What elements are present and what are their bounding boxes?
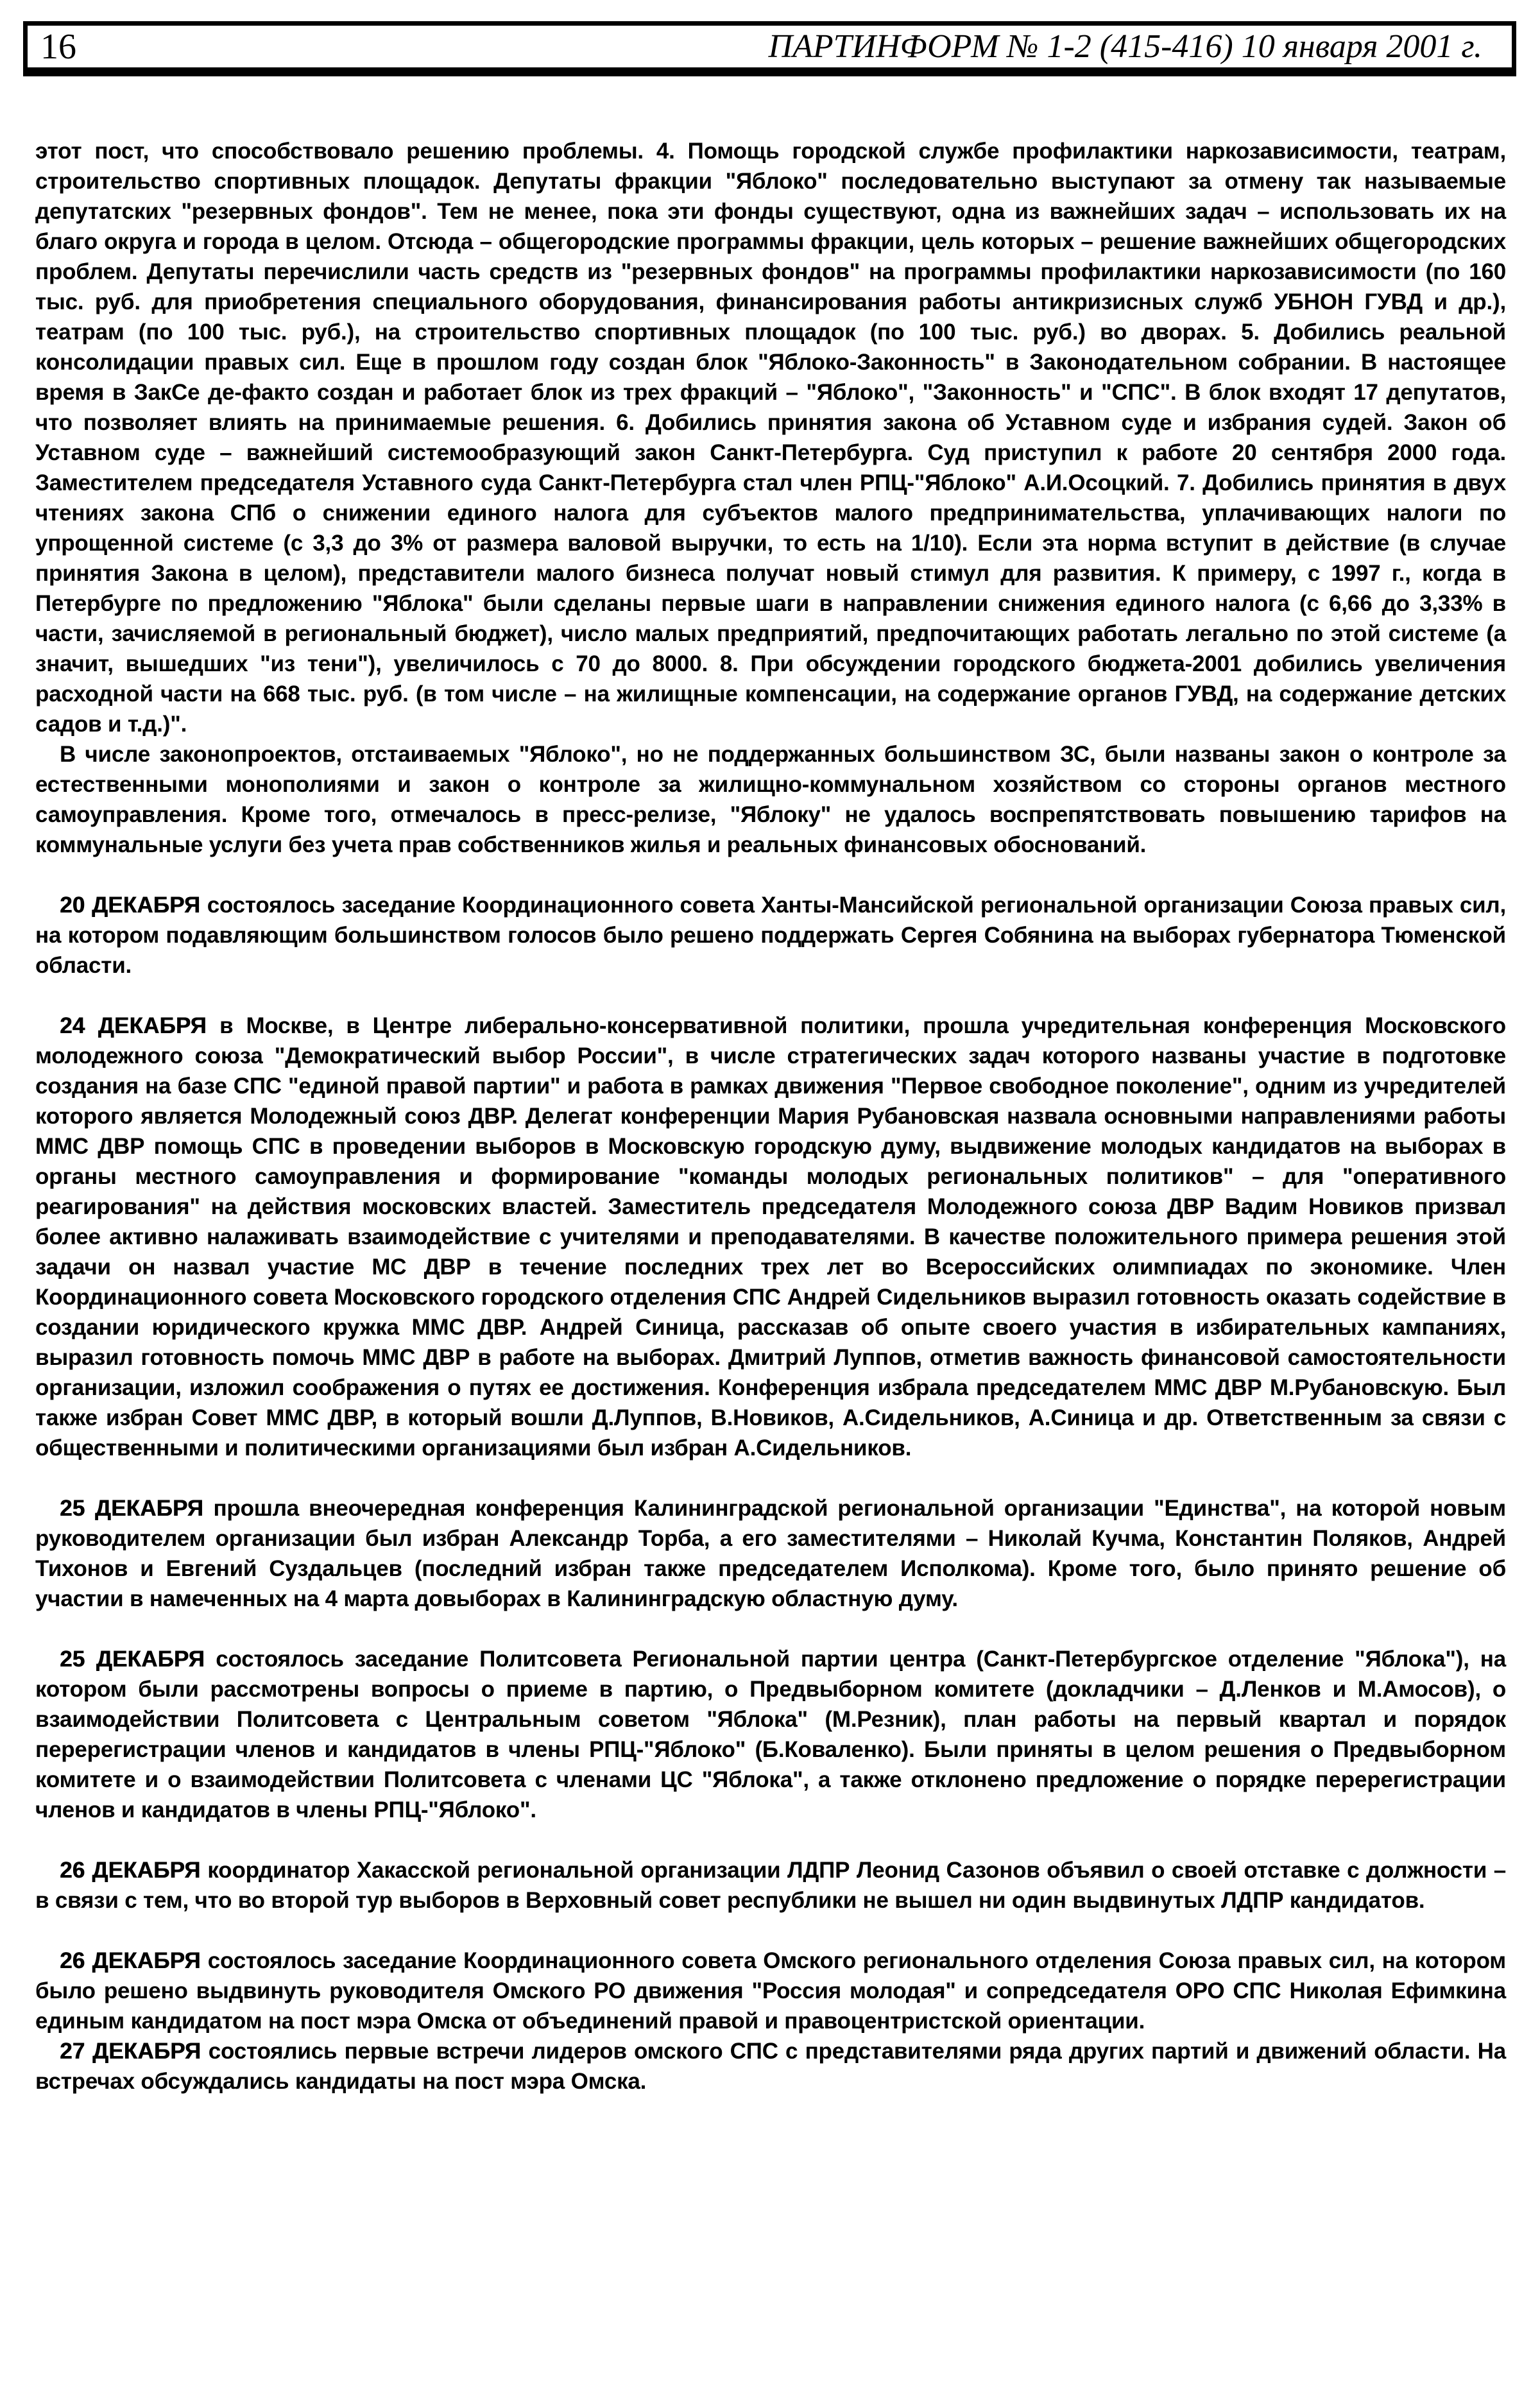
paragraph: 27 ДЕКАБРЯ состоялись первые встречи лидеров омского СПС с представителями ряда других партий и движений области. На встречах обсуждались кандидаты на пост мэра Омска.	[35, 2039, 1506, 2094]
paragraph: В числе законопроектов, отстаиваемых "Яблоко", но не поддержанных большинством ЗС, были названы закон о контроле за естественными монополиями и закон о контроле за жилищно-коммунальном хозяйством со стороны органов местного самоуправления. Кроме того, отмечалось в пресс-релизе, "Яблоку" не удалось воспрепятствовать повышению тарифов на коммунальные услуги без учета прав собственников жилья и реальных финансовых обоснований.	[35, 742, 1506, 857]
page-number: 16	[40, 26, 76, 67]
issue-title: ПАРТИНФОРМ № 1-2 (415-416) 10 января 2001 г.	[768, 28, 1482, 65]
date-label: 26 ДЕКАБРЯ	[60, 1948, 208, 1973]
date-label: 25 ДЕКАБРЯ	[60, 1647, 216, 1672]
paragraph: 24 ДЕКАБРЯ в Москве, в Центре либерально-консервативной политики, прошла учредительная конференция Московского молодежного союза "Демократический выбор России", в числе стратегических задач которого названы участие в подготовке создания на базе СПС "единой правой партии" и работа в рамках движения "Первое свободное поколение", одним из учредителей которого является Молодежный союз ДВР. Делегат конференции Мария Рубановская назвала основными направлениями работы ММС ДВР помощь СПС в проведении выборов в Московскую городскую думу, выдвижение молодых кандидатов на выборах в органы местного самоуправления и формирование "команды молодых региональных политиков" – для "оперативного реагирования" на действия московских властей. Заместитель председателя Молодежного союза ДВР Вадим Новиков призвал более активно налаживать взаимодействие с учителями и преподавателями. В качестве положительного примера решения этой задачи он назвал участие МС ДВР в течение последних трех лет во Всероссийских олимпиадах по экономике. Член Координационного совета Московского городского отделения СПС Андрей Сидельников выразил готовность оказать содействие в создании юридического кружка ММС ДВР. Андрей Синица, рассказав об опыте своего участия в избирательных кампаниях, выразил готовность помочь ММС ДВР в работе на выборах. Дмитрий Луппов, отметив важность финансовой самостоятельности организации, изложил соображения о путях ее достижения. Конференция избрала председателем ММС ДВР М.Рубановскую. Был также избран Совет ММС ДВР, в который вошли Д.Луппов, В.Новиков, А.Сидельников, А.Синица и др. Ответственным за связи с общественными и политическими организациями был избран А.Сидельников.	[35, 1013, 1506, 1461]
paragraph: этот пост, что способствовало решению проблемы. 4. Помощь городской службе профилактики наркозависимости, театрам, строительство спортивных площадок. Депутаты фракции "Яблоко" последовательно выступают за отмену так называемые депутатских "резервных фондов". Тем не менее, пока эти фонды существуют, одна из важнейших задач – использовать их на благо округа и города в целом. Отсюда – общегородские программы фракции, цель которых – решение важнейших общегородских проблем. Депутаты перечислили часть средств из "резервных фондов" на программы профилактики наркозависимости (по 160 тыс. руб. для приобретения специального оборудования, финансирования работы антикризисных служб УБНОН ГУВД и др.), театрам (по 100 тыс. руб.), на строительство спортивных площадок (по 100 тыс. руб.) во дворах. 5. Добились реальной консолидации правых сил. Еще в прошлом году создан блок "Яблоко-Законность" в Законодательном собрании. В настоящее время в ЗакСе де-факто создан и работает блок из трех фракций – "Яблоко", "Законность" и "СПС". В блок входят 17 депутатов, что позволяет влиять на принимаемые решения. 6. Добились принятия закона об Уставном суде и избрания судей. Закон об Уставном суде – важнейший системообразующий закон Санкт-Петербурга. Суд приступил к работе 20 сентября 2000 года. Заместителем председателя Уставного суда Санкт-Петербурга стал член РПЦ-"Яблоко" А.И.Осоцкий. 7. Добились принятия в двух чтениях закона СПб о снижении единого налога для субъектов малого предпринимательства, уплачивающих налоги по упрощенной системе (с 3,3 до 3% от размера валовой выручки, то есть на 1/10). Если эта норма вступит в действие (в случае принятия Закона в целом), представители малого бизнеса получат новый стимул для развития. К примеру, с 1997 г., когда в Петербурге по предложению "Яблока" были сделаны первые шаги в направлении снижения единого налога (с 6,66 до 3,33% в части, зачисляемой в региональный бюджет), число малых предприятий, предпочитающих работать легально по этой системе (а значит, вышедших "из тени"), увеличилось с 70 до 8000. 8. При обсуждении городского бюджета-2001 добились увеличения расходной части на 668 тыс. руб. (в том числе – на жилищные компенсации, на содержание органов ГУВД, на содержание детских садов и т.д.)".	[35, 139, 1506, 737]
paragraph: 25 ДЕКАБРЯ прошла внеочередная конференция Калининградской региональной организации "Единства", на которой новым руководителем организации был избран Александр Торба, а его заместителями – Николай Кучма, Константин Поляков, Андрей Тихонов и Евгений Суздальцев (последний избран также председателем Исполкома). Кроме того, было принято решение об участии в намеченных на 4 марта довыборах в Калининградскую областную думу.	[35, 1496, 1506, 1611]
date-label: 25 ДЕКАБРЯ	[60, 1496, 214, 1521]
date-label: 26 ДЕКАБРЯ	[60, 1858, 208, 1883]
paragraph: 26 ДЕКАБРЯ состоялось заседание Координационного совета Омского регионального отделения Союза правых сил, на котором было решено выдвинуть руководителя Омского РО движения "Россия молодая" и сопредседателя ОРО СПС Николая Ефимкина единым кандидатом на пост мэра Омска от объединений правой и правоцентристской ориентации.	[35, 1948, 1506, 2034]
paragraph: 25 ДЕКАБРЯ состоялось заседание Политсовета Региональной партии центра (Санкт-Петербургское отделение "Яблока"), на котором были рассмотрены вопросы о приеме в партию, о Предвыборном комитете (докладчики – Д.Ленков и М.Амосов), о взаимодействии Политсовета с Центральным советом "Яблока" (М.Резник), план работы на первый квартал и порядок перерегистрации членов и кандидатов в члены РПЦ-"Яблоко" (Б.Коваленко). Были приняты в целом решения о Предвыборном комитете и о взаимодействии Политсовета с членами ЦС "Яблока", а также отклонено предложение о порядке перерегистрации членов и кандидатов в члены РПЦ-"Яблоко".	[35, 1647, 1506, 1822]
date-label: 27 ДЕКАБРЯ	[60, 2039, 209, 2064]
paragraph: 26 ДЕКАБРЯ координатор Хакасской региональной организации ЛДПР Леонид Сазонов объявил о своей отставке с должности – в связи с тем, что во второй тур выборов в Верховный совет республики не вышел ни один выдвинутых ЛДПР кандидатов.	[35, 1858, 1506, 1913]
date-label: 20 ДЕКАБРЯ	[60, 893, 207, 918]
paragraph: 20 ДЕКАБРЯ состоялось заседание Координационного совета Ханты-Мансийской региональной организации Союза правых сил, на котором подавляющим большинством голосов было решено поддержать Сергея Собянина на выборах губернатора Тюменской области.	[35, 893, 1506, 978]
date-label: 24 ДЕКАБРЯ	[60, 1013, 220, 1038]
article-body	[35, 136, 1506, 2096]
page-header	[23, 21, 1516, 76]
